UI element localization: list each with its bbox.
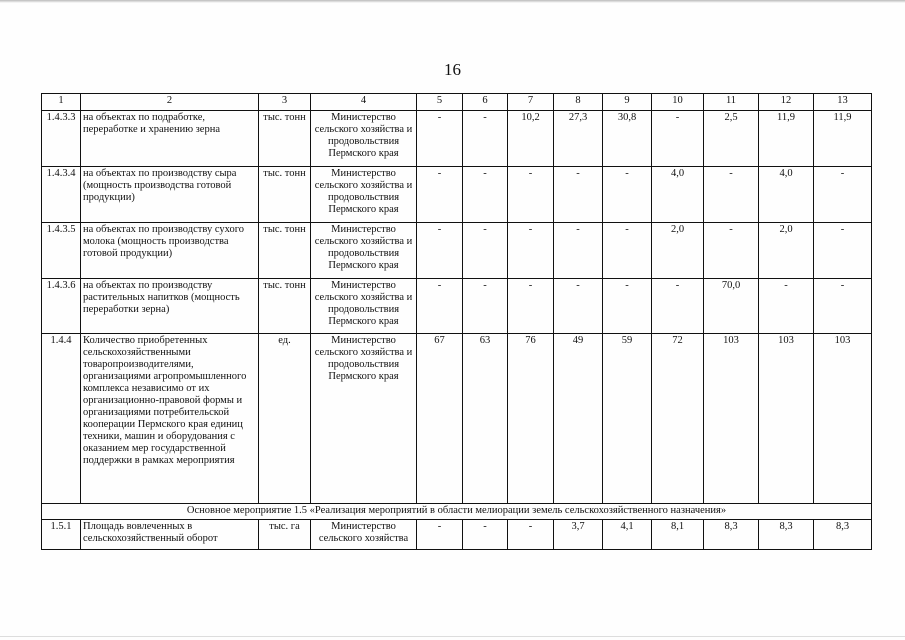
value-cell: - bbox=[417, 279, 463, 334]
row-number: 1.4.4 bbox=[42, 334, 81, 504]
executor-cell: Министерство сельского хозяйства и продовольствия Пермского края bbox=[311, 111, 417, 167]
value-cell: 2,0 bbox=[652, 223, 704, 279]
value-cell: 8,3 bbox=[704, 520, 759, 550]
value-cell: 11,9 bbox=[814, 111, 872, 167]
value-cell: - bbox=[652, 111, 704, 167]
indicator-name: на объектах по производству сухого молока (мощность производства готовой продукции) bbox=[81, 223, 259, 279]
row-number: 1.4.3.3 bbox=[42, 111, 81, 167]
header-cell: 5 bbox=[417, 94, 463, 111]
value-cell: - bbox=[508, 223, 554, 279]
value-cell: 8,3 bbox=[814, 520, 872, 550]
indicator-name: на объектах по производству растительных напитков (мощность переработки зерна) bbox=[81, 279, 259, 334]
value-cell: 103 bbox=[759, 334, 814, 504]
section-title: Основное мероприятие 1.5 «Реализация мероприятий в области мелиорации земель сельскохозяйственного назначения» bbox=[42, 504, 872, 520]
table-row bbox=[42, 167, 872, 223]
value-cell: - bbox=[508, 167, 554, 223]
table-row bbox=[42, 520, 872, 550]
header-cell: 3 bbox=[259, 94, 311, 111]
indicator-name: на объектах по производству сыра (мощность производства готовой продукции) bbox=[81, 167, 259, 223]
executor-cell: Министерство сельского хозяйства bbox=[311, 520, 417, 550]
unit-cell: тыс. га bbox=[259, 520, 311, 550]
value-cell: 10,2 bbox=[508, 111, 554, 167]
value-cell: 8,1 bbox=[652, 520, 704, 550]
value-cell: 76 bbox=[508, 334, 554, 504]
row-number: 1.4.3.5 bbox=[42, 223, 81, 279]
table-row bbox=[42, 334, 872, 504]
value-cell: - bbox=[463, 167, 508, 223]
page-number: 16 bbox=[444, 60, 461, 79]
value-cell: - bbox=[508, 520, 554, 550]
value-cell: - bbox=[814, 279, 872, 334]
table-row bbox=[42, 223, 872, 279]
value-cell: 4,1 bbox=[603, 520, 652, 550]
value-cell: 30,8 bbox=[603, 111, 652, 167]
value-cell: 11,9 bbox=[759, 111, 814, 167]
value-cell: - bbox=[417, 520, 463, 550]
value-cell: - bbox=[704, 167, 759, 223]
value-cell: - bbox=[759, 279, 814, 334]
value-cell: 49 bbox=[554, 334, 603, 504]
value-cell: - bbox=[417, 223, 463, 279]
row-number: 1.4.3.6 bbox=[42, 279, 81, 334]
value-cell: 72 bbox=[652, 334, 704, 504]
indicator-name: Количество приобретенных сельскохозяйственными товаропроизводителями, организациями агропромышленного комплекса независимо от их организационно-правовой формы и организациями потребительской кооперации Пермского края единиц техники, машин и оборудования с оказанием мер государственной поддержки в рамках мероприятия bbox=[81, 334, 259, 504]
value-cell: 3,7 bbox=[554, 520, 603, 550]
value-cell: - bbox=[463, 223, 508, 279]
value-cell: - bbox=[814, 223, 872, 279]
table-row bbox=[42, 111, 872, 167]
value-cell: 2,5 bbox=[704, 111, 759, 167]
header-cell: 13 bbox=[814, 94, 872, 111]
value-cell: - bbox=[554, 279, 603, 334]
unit-cell: тыс. тонн bbox=[259, 111, 311, 167]
value-cell: - bbox=[417, 111, 463, 167]
executor-cell: Министерство сельского хозяйства и продовольствия Пермского края bbox=[311, 167, 417, 223]
header-cell: 4 bbox=[311, 94, 417, 111]
value-cell: - bbox=[704, 223, 759, 279]
value-cell: - bbox=[652, 279, 704, 334]
executor-cell: Министерство сельского хозяйства и продовольствия Пермского края bbox=[311, 279, 417, 334]
value-cell: 103 bbox=[814, 334, 872, 504]
indicator-name: Площадь вовлеченных в сельскохозяйственный оборот bbox=[81, 520, 259, 550]
value-cell: 4,0 bbox=[652, 167, 704, 223]
table-row bbox=[42, 279, 872, 334]
value-cell: 59 bbox=[603, 334, 652, 504]
section-row bbox=[42, 504, 872, 520]
scan-edge bbox=[0, 0, 905, 3]
header-cell: 6 bbox=[463, 94, 508, 111]
header-cell: 9 bbox=[603, 94, 652, 111]
header-cell: 12 bbox=[759, 94, 814, 111]
value-cell: - bbox=[463, 520, 508, 550]
header-row bbox=[42, 94, 872, 111]
value-cell: - bbox=[814, 167, 872, 223]
header-cell: 11 bbox=[704, 94, 759, 111]
scan-edge-bottom bbox=[0, 636, 905, 637]
value-cell: 2,0 bbox=[759, 223, 814, 279]
unit-cell: ед. bbox=[259, 334, 311, 504]
value-cell: 8,3 bbox=[759, 520, 814, 550]
value-cell: 103 bbox=[704, 334, 759, 504]
value-cell: 70,0 bbox=[704, 279, 759, 334]
value-cell: 67 bbox=[417, 334, 463, 504]
row-number: 1.5.1 bbox=[42, 520, 81, 550]
unit-cell: тыс. тонн bbox=[259, 279, 311, 334]
value-cell: - bbox=[603, 167, 652, 223]
unit-cell: тыс. тонн bbox=[259, 223, 311, 279]
header-cell: 7 bbox=[508, 94, 554, 111]
value-cell: - bbox=[554, 167, 603, 223]
value-cell: - bbox=[508, 279, 554, 334]
header-cell: 10 bbox=[652, 94, 704, 111]
value-cell: - bbox=[603, 279, 652, 334]
indicators-table bbox=[41, 93, 872, 550]
value-cell: - bbox=[603, 223, 652, 279]
value-cell: - bbox=[417, 167, 463, 223]
header-cell: 2 bbox=[81, 94, 259, 111]
value-cell: 27,3 bbox=[554, 111, 603, 167]
indicator-name: на объектах по подработке, переработке и хранению зерна bbox=[81, 111, 259, 167]
value-cell: - bbox=[463, 111, 508, 167]
row-number: 1.4.3.4 bbox=[42, 167, 81, 223]
header-cell: 8 bbox=[554, 94, 603, 111]
value-cell: 4,0 bbox=[759, 167, 814, 223]
header-cell: 1 bbox=[42, 94, 81, 111]
value-cell: 63 bbox=[463, 334, 508, 504]
executor-cell: Министерство сельского хозяйства и продовольствия Пермского края bbox=[311, 334, 417, 504]
executor-cell: Министерство сельского хозяйства и продовольствия Пермского края bbox=[311, 223, 417, 279]
value-cell: - bbox=[463, 279, 508, 334]
unit-cell: тыс. тонн bbox=[259, 167, 311, 223]
value-cell: - bbox=[554, 223, 603, 279]
